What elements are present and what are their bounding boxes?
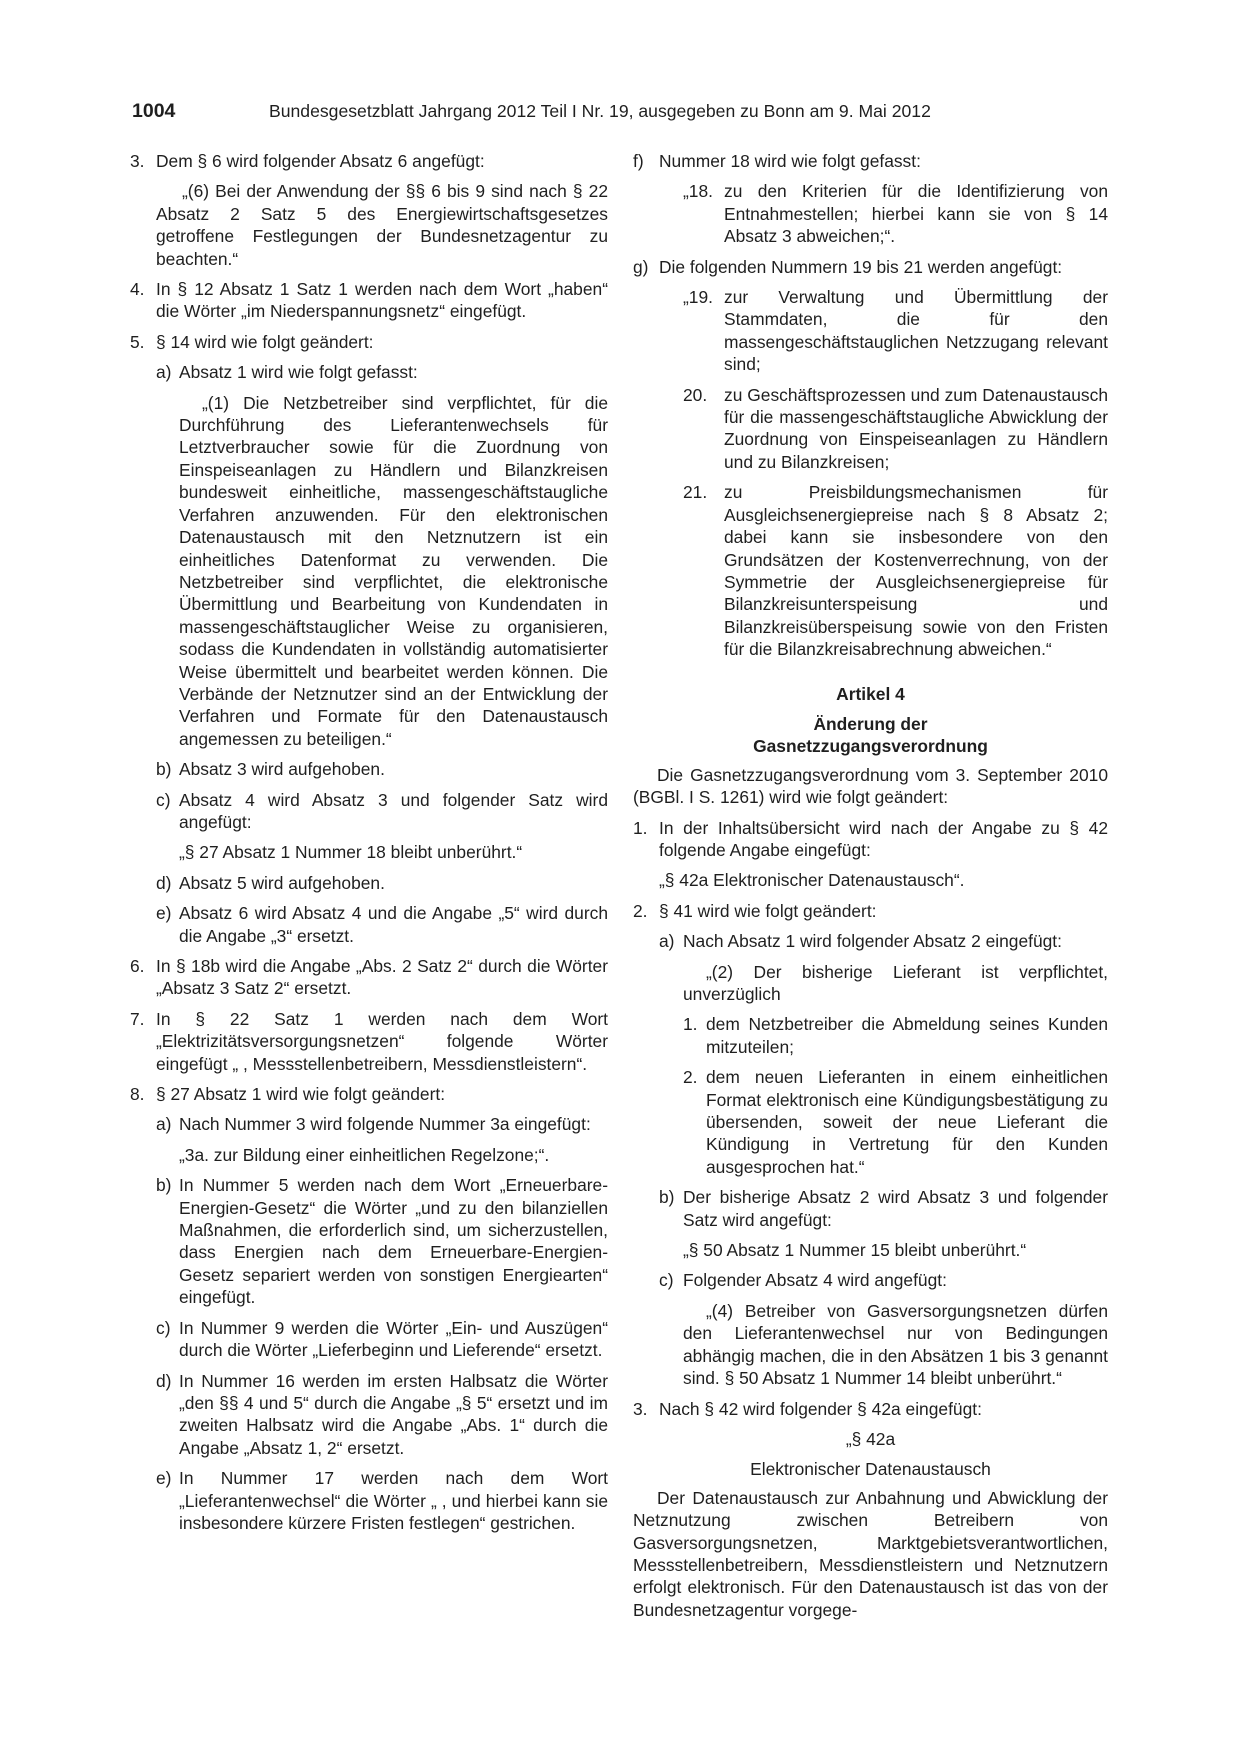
quoted-text: „3a. zur Bildung einer einheitlichen Regelzone;“. [179,1144,550,1165]
list-item: 7. In § 22 Satz 1 werden nach dem Wort „Elektrizitätsversorgungsnetzen“ folgende Wörter eingefügt „ , Messstellenbetreibern, Messdienstleistern“. [130,1008,608,1074]
sub-item: a) Nach Absatz 1 wird folgender Absatz 2 eingefügt: [659,931,1062,952]
numbered-clause: 21. zu Preisbildungsmechanismen für Ausgleichsenergiepreise nach § 8 Absatz 2; dabei kann sie insbesondere von den Grundsätzen der Kostenverrechnung, von der Symmetrie der Ausgleichsenergiepreise für Bilanzkreisunterspeisung und Bilanzkreisüberspeisung sowie von den Fristen für die Bilanzkreisabrechnung abweichen.“ [683,482,1108,660]
list-item: 8. § 27 Absatz 1 wird wie folgt geändert: [130,1084,446,1105]
sub-item: e) In Nummer 17 werden nach dem Wort „Lieferantenwechsel“ die Wörter „ , und hierbei kann sie insbesondere kürzere Fristen festlegen“ gestrichen. [156,1468,608,1533]
sub-item: b) In Nummer 5 werden nach dem Wort „Erneuerbare-Energien-Gesetz“ die Wörter „und zu den bilanziellen Maßnahmen, die erforderlich sind, um sicherzustellen, dass Energien nach dem Erneuerbare-Energien-Gesetz separiert werden von sonstigen Energiearten“ eingefügt. [156,1175,608,1308]
sub-item: d) Absatz 5 wird aufgehoben. [156,872,385,893]
section-text: Der Datenaustausch zur Anbahnung und Abwicklung der Netznutzung zwischen Betreibern von Gasversorgungsnetzen, Marktgebietsverantwortlichen, Messstellenbetreibern, Messdienstleistern und Netznutzern erfolgt elektronisch. Für den Datenaustausch ist das von der Bundesnetzagentur vorgege- [633,1487,1108,1620]
quoted-text: „(4) Betreiber von Gasversorgungsnetzen dürfen den Lieferantenwechsel nur von Bedingungen abhängig machen, die in den Absätzen 1 bis 3 genannt sind. § 50 Absatz 1 Nummer 14 bleibt unberührt.“ [683,1300,1108,1389]
sub-item: c) Folgender Absatz 4 wird angefügt: [659,1270,947,1291]
numbered-clause: „18. zu den Kriterien für die Identifizierung von Entnahmestellen; hierbei kann sie von § 14 Absatz 3 abweichen;“. [683,181,1108,247]
section-heading: „§ 42a [845,1428,896,1449]
page-header [132,100,1107,128]
quoted-text: „(2) Der bisherige Lieferant ist verpflichtet, unverzüglich [683,961,1108,1004]
article-heading: Artikel 4 [836,683,905,704]
running-title: Bundesgesetzblatt Jahrgang 2012 Teil I Nr. 19, ausgegeben zu Bonn am 9. Mai 2012 [269,101,931,121]
sub-item: c) In Nummer 9 werden die Wörter „Ein- und Auszügen“ durch die Wörter „Lieferbeginn und Lieferende“ ersetzt. [156,1317,608,1361]
sub-item: g) Die folgenden Nummern 19 bis 21 werden angefügt: [633,256,1063,277]
numbered-clause: 20. zu Geschäftsprozessen und zum Datenaustausch für die massengeschäftstaugliche Abwicklung der Zuordnung von Einspeiseanlagen zu Händlern und zu Bilanzkreisen; [683,384,1108,472]
sub-item: b) Absatz 3 wird aufgehoben. [156,759,385,780]
list-item: 3. Dem § 6 wird folgender Absatz 6 angefügt: [130,151,485,171]
sub-item: b) Der bisherige Absatz 2 wird Absatz 3 und folgender Satz wird angefügt: [659,1187,1108,1230]
quoted-text: „§ 27 Absatz 1 Nummer 18 bleibt unberührt.“ [179,842,523,863]
left-column [130,150,608,1542]
article-intro: Die Gasnetzzugangsverordnung vom 3. September 2010 (BGBl. I S. 1261) wird wie folgt geändert: [633,764,1108,808]
article-title-line: Gasnetzzugangsverordnung [753,736,988,757]
right-column [633,150,1108,1629]
sub-item: e) Absatz 6 wird Absatz 4 und die Angabe „5“ wird durch die Angabe „3“ ersetzt. [156,903,608,946]
section-title: Elektronischer Datenaustausch [750,1459,991,1480]
sub-item: a) Absatz 1 wird wie folgt gefasst: [156,362,418,383]
list-item: 2. § 41 wird wie folgt geändert: [633,900,877,921]
numbered-clause: 1. dem Netzbetreiber die Abmeldung seines Kunden mitzuteilen; [683,1014,1108,1057]
quoted-text: „§ 42a Elektronischer Datenaustausch“. [659,870,965,891]
quoted-text: „§ 50 Absatz 1 Nummer 15 bleibt unberührt.“ [683,1240,1027,1261]
quoted-text: „(6) Bei der Anwendung der §§ 6 bis 9 sind nach § 22 Absatz 2 Satz 5 des Energiewirtschaftsgesetzes getroffene Festlegungen der Bundesnetzagentur zu beachten.“ [156,181,608,269]
list-item: 6. In § 18b wird die Angabe „Abs. 2 Satz 2“ durch die Wörter „Absatz 3 Satz 2“ ersetzt. [130,956,608,999]
list-item: 5. § 14 wird wie folgt geändert: [130,331,374,352]
page-number: 1004 [132,100,176,122]
sub-item: f) Nummer 18 wird wie folgt gefasst: [633,151,921,171]
numbered-clause: 2. dem neuen Lieferanten in einem einheitlichen Format elektronisch eine Kündigungsbestätigung zu übersenden, soweit der neue Lieferant die Kündigung in Vertretung für den Kunden ausgesprochen hat.“ [683,1067,1108,1177]
list-item: 4. In § 12 Absatz 1 Satz 1 werden nach dem Wort „haben“ die Wörter „im Niederspannungsnetz“ eingefügt. [130,279,608,322]
numbered-clause: „19. zur Verwaltung und Übermittlung der Stammdaten, die für den massengeschäftstauglichen Netzzugang relevant sind; [683,287,1108,375]
sub-item: a) Nach Nummer 3 wird folgende Nummer 3a eingefügt: [156,1114,591,1135]
list-item: 1. In der Inhaltsübersicht wird nach der Angabe zu § 42 folgende Angabe eingefügt: [633,817,1108,860]
article-title-line: Änderung der [813,713,928,734]
sub-item: c) Absatz 4 wird Absatz 3 und folgender Satz wird angefügt: [156,789,608,832]
sub-item: d) In Nummer 16 werden im ersten Halbsatz die Wörter „den §§ 4 und 5“ durch die Angabe „§ 5“ ersetzt und im zweiten Halbsatz wird die Angabe „Abs. 1“ durch die Angabe „Absatz 1, 2“ ersetzt. [156,1370,608,1458]
list-item: 3. Nach § 42 wird folgender § 42a eingefügt: [633,1398,982,1419]
quoted-text: „(1) Die Netzbetreiber sind verpflichtet, für die Durchführung des Lieferantenwechsels für Letztverbraucher sowie für die Zuordnung von Einspeiseanlagen zu Händlern und Bilanzkreisen bundesweit einheitliche, massengeschäftstaugliche Verfahren anzuwenden. Für den elektronischen Datenaustausch mit den Netznutzern ist ein einheitliches Datenformat zu verwenden. Die Netzbetreiber sind verpflichtet, die elektronische Übermittlung und Bearbeitung von Kundendaten in massengeschäftstauglicher Weise zu organisieren, sodass die Kundendaten in vollständig automatisierter Weise übermittelt und bearbeitet werden können. Die Verbände der Netznutzer sind an der Entwicklung der Verfahren und Formate für den Datenaustausch angemessen zu beteiligen.“ [179,392,608,749]
